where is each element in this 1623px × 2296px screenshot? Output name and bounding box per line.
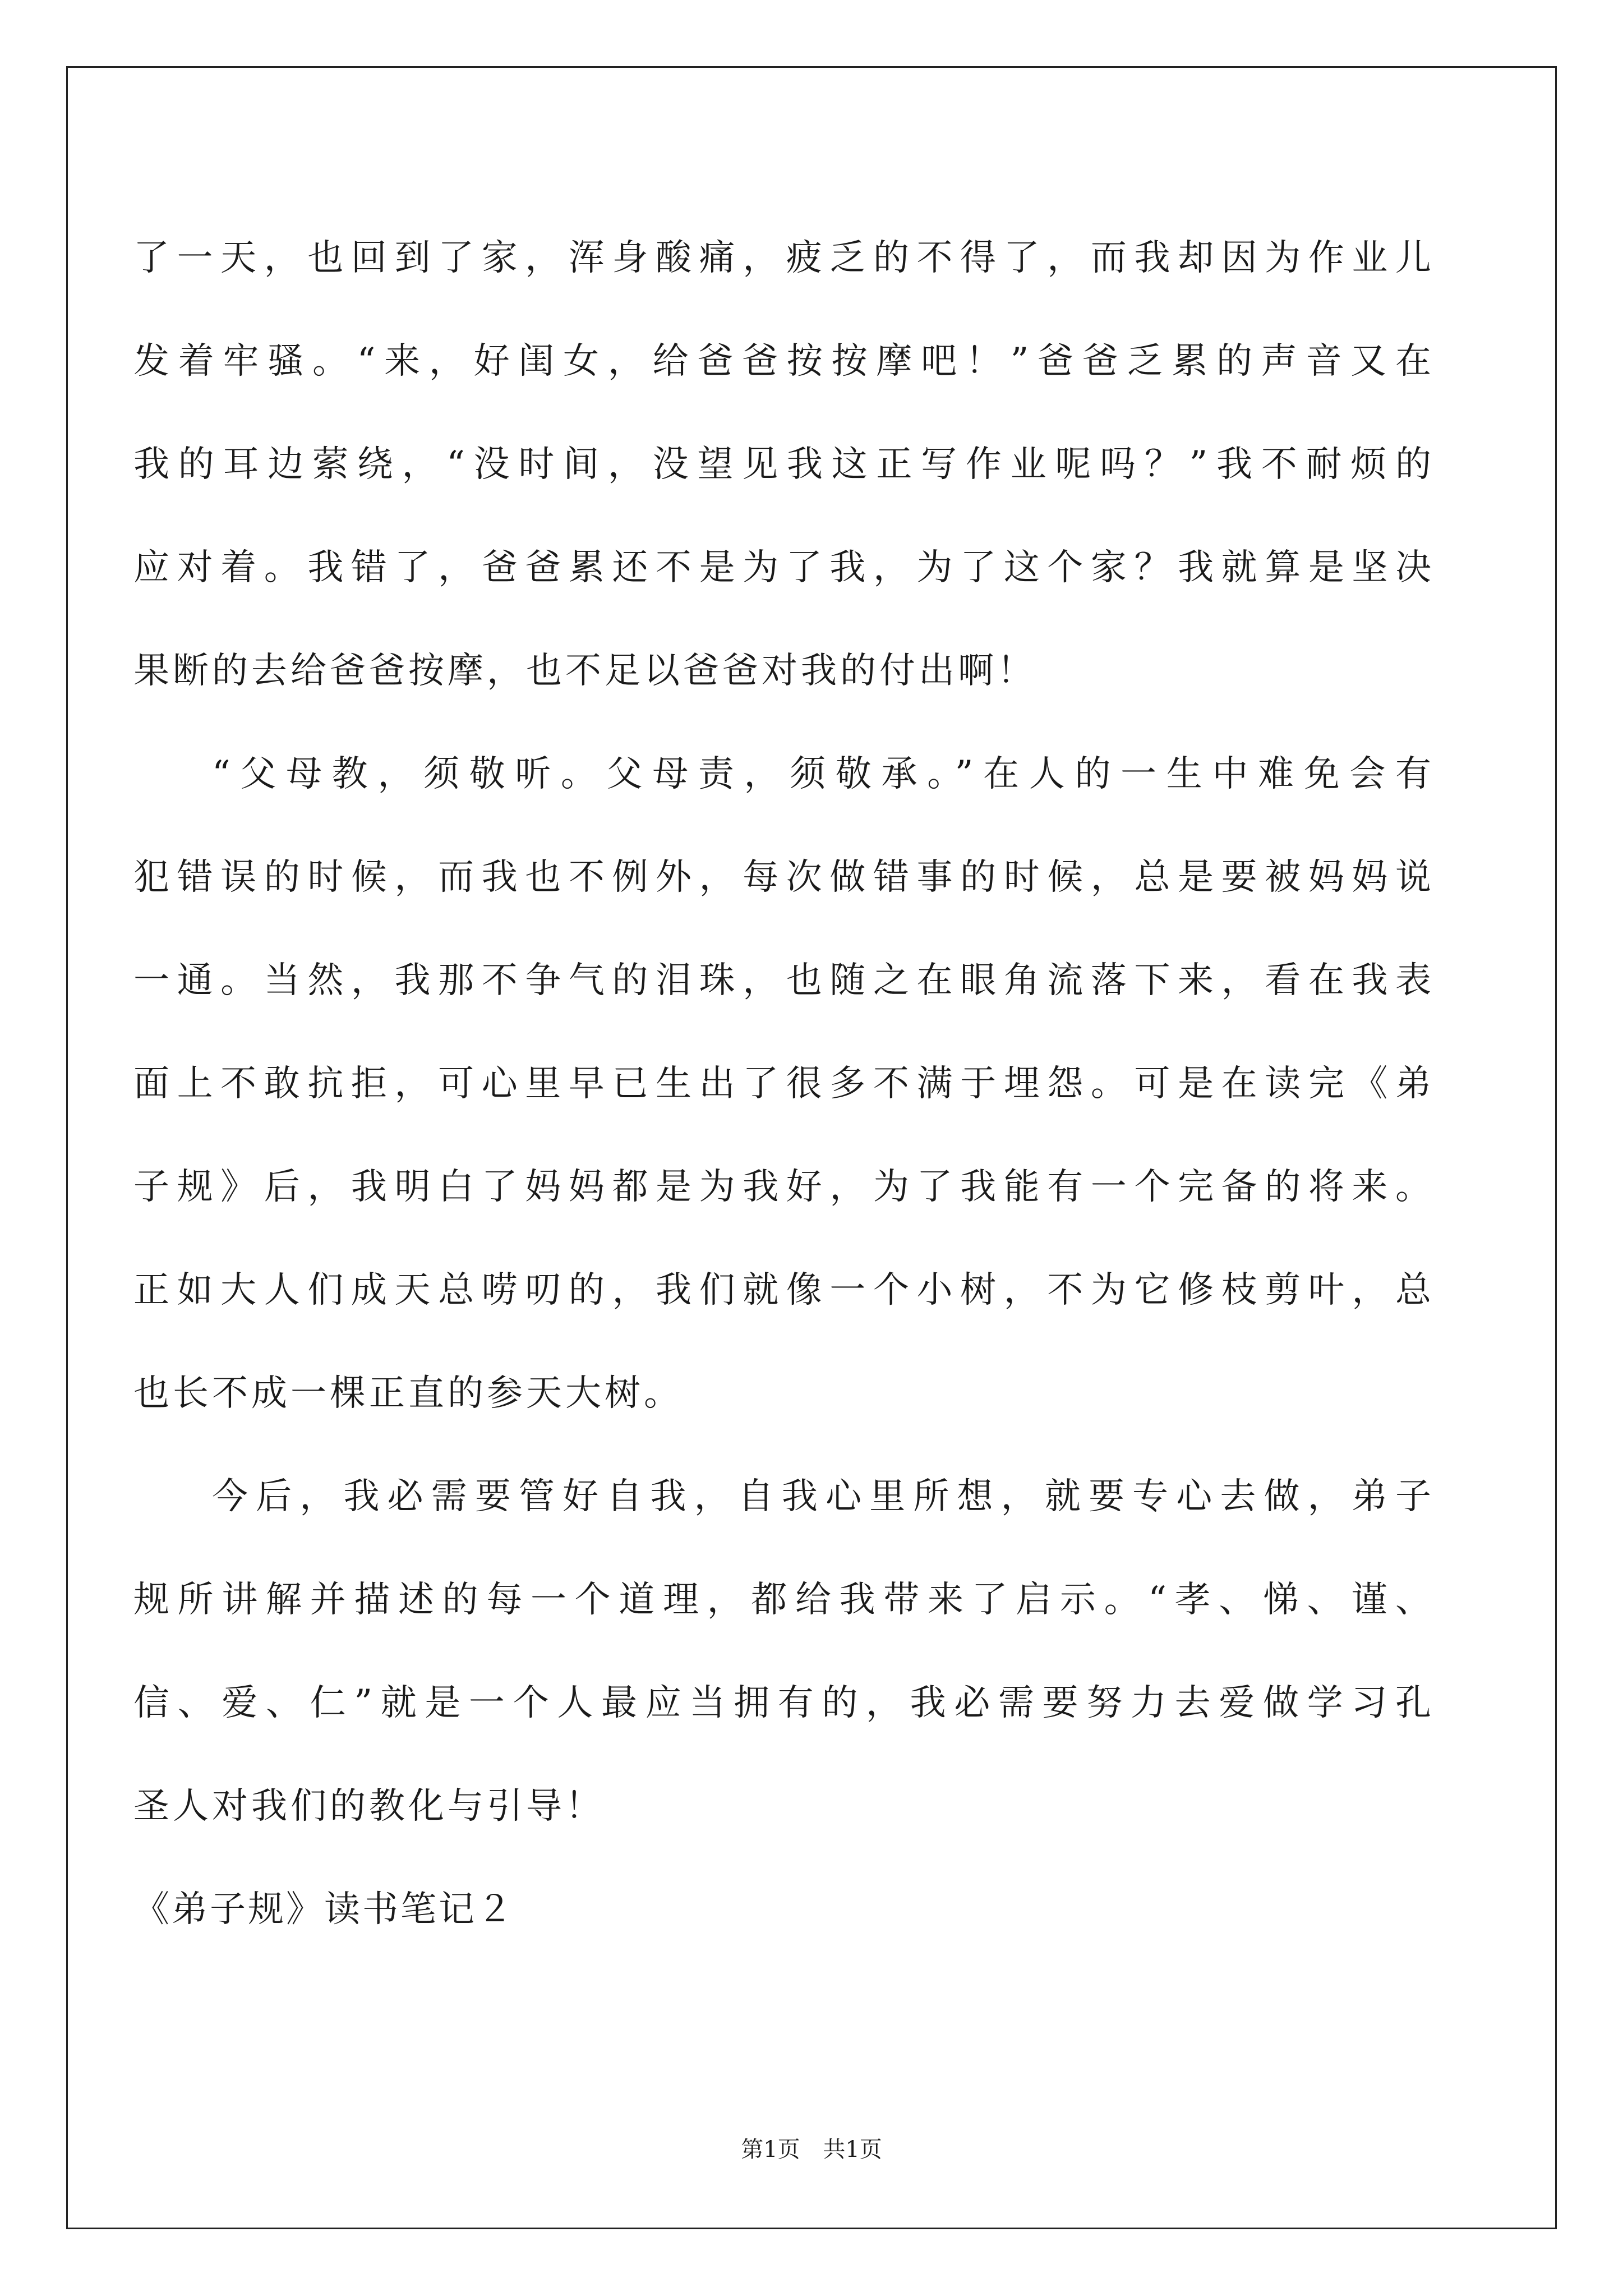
text-line: 我的耳边萦绕，“没时间，没望见我这正写作业呢吗？”我不耐烦的 [133,444,1431,485]
text-line: 果断的去给爸爸按摩，也不足以爸爸对我的付出啊！ [133,650,1036,692]
text-line: 信、爱、仁”就是一个人最应当拥有的，我必需要努力去爱做学习孔 [133,1682,1431,1724]
text-line: 犯错误的时候，而我也不例外，每次做错事的时候，总是要被妈妈说 [133,857,1431,898]
page-footer [0,2132,1623,2164]
text-line: 正如大人们成天总唠叨的，我们就像一个小树，不为它修枝剪叶，总 [133,1269,1431,1311]
text-line: 应对着。我错了，爸爸累还不是为了我，为了这个家？我就算是坚决 [133,547,1431,588]
text-line: “父母教，须敬听。父母责，须敬承。”在人的一生中难免会有 [212,753,1431,795]
page-total: 共1页 [823,2137,882,2162]
text-line: 今后，我必需要管好自我，自我心里所想，就要专心去做，弟子 [212,1476,1431,1517]
text-line: 面上不敢抗拒，可心里早已生出了很多不满于埋怨。可是在读完《弟 [133,1063,1431,1105]
text-line: 圣人对我们的教化与引导！ [133,1786,605,1827]
paragraph [133,206,1431,723]
text-line: 子规》后，我明白了妈妈都是为我好，为了我能有一个完备的将来。 [133,1166,1431,1208]
paragraph [133,1445,1431,1858]
text-line: 一通。当然，我那不争气的泪珠，也随之在眼角流落下来，看在我表 [133,960,1431,1001]
section-title: 《弟子规》读书笔记２ [133,1889,515,1930]
paragraph [133,723,1431,1445]
text-line: 了一天，也回到了家，浑身酸痛，疲乏的不得了，而我却因为作业儿 [133,237,1431,279]
text-line: 也长不成一棵正直的参天大树。 [133,1373,683,1414]
document-body [133,206,1431,1961]
text-line: 发着牢骚。“来，好闺女，给爸爸按按摩吧！”爸爸乏累的声音又在 [133,341,1431,382]
text-line: 规所讲解并描述的每一个道理，都给我带来了启示。“孝、悌、谨、 [133,1579,1431,1621]
page-number: 第1页 [741,2137,800,2162]
